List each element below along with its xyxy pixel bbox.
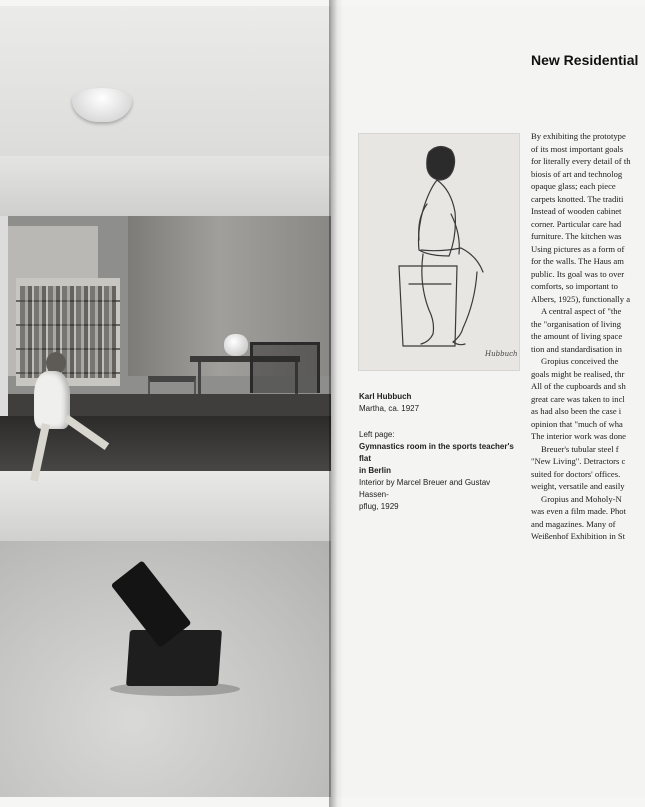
body-text-line: suited for doctors' offices. [531,468,621,479]
sketch-illustration [359,134,519,370]
body-text-line: corner. Particular care had [531,218,622,229]
body-text-line: as had also been the case i [531,406,622,416]
body-text-line: great care was taken to incl [531,393,625,404]
body-text-line: furniture. The kitchen was [531,231,622,241]
books [20,286,116,378]
caption-left-page-credit-line: Interior by Marcel Breuer and Gustav Hassen- [359,478,491,499]
body-text-line: Albers, 1925), functionally a [531,293,631,304]
body-text-line: Breuer's tubular steel f [541,443,619,454]
body-text-line: goals might be realised, thr [531,368,625,379]
body-text-column [531,130,645,543]
body-text-line: Using pictures as a form of [531,243,625,254]
body-text-line: public. Its goal was to over [531,268,625,279]
chair [250,342,320,393]
body-text-line: A central aspect of "the [541,306,622,316]
body-text-line: of its most important goals [531,143,624,154]
section-title: New Residential [531,52,639,68]
sketch-seated-woman [359,134,519,370]
caption-left-page-title-line: Gymnastics room in the sports teacher's flat [359,442,514,463]
wall-lintel [0,156,331,216]
body-text-line: opaque glass; each piece [531,181,616,191]
book-gutter [329,0,343,807]
caption-left-page-title-line: in Berlin [359,466,392,475]
body-text-line: Gropius and Moholy-N [541,493,622,504]
body-text-line: and magazines. Many of [531,518,616,529]
body-text-line: The interior work was done [531,431,626,441]
caption-left-page-ref: Left page: [359,430,395,439]
body-text-line: opinion that "much of wha [531,418,623,429]
caption-work: Martha, ca. 1927 [359,404,420,413]
figure-caption [359,391,519,513]
body-text-line: Gropius conceived the [541,356,619,366]
body-text-line: weight, versatile and easily [531,481,625,491]
body-text-line: the "organisation of living [531,318,621,329]
body-text-line: All of the cupboards and sh [531,381,626,391]
body-text-line: for literally every detail of th [531,156,631,166]
gramophone [126,630,222,686]
body-text-line: carpets knotted. The traditi [531,193,624,204]
body-text-line: comforts, so important to [531,281,618,291]
caption-left-page-credit-line: pflug, 1929 [359,502,399,511]
left-page-photograph [0,6,331,797]
body-text-line: the amount of living space [531,331,623,341]
body-text-line: was even a film made. Phot [531,506,626,516]
right-page [331,6,645,797]
body-text-line: Instead of wooden cabinet [531,206,622,216]
body-text-line: biosis of art and technolog [531,168,623,179]
body-text-line: tion and standardisation in [531,343,622,354]
body-text-line: By exhibiting the prototype [531,131,626,141]
caption-artist: Karl Hubbuch [359,392,412,401]
body-text-line: Weißenhof Exhibition in St [531,531,626,541]
artist-signature: Hubbuch [485,350,518,358]
body-text-line: "New Living". Detractors c [531,456,626,466]
vase [224,334,248,356]
body-text-line: for the walls. The Haus am [531,256,624,266]
platform-edge [0,471,331,541]
